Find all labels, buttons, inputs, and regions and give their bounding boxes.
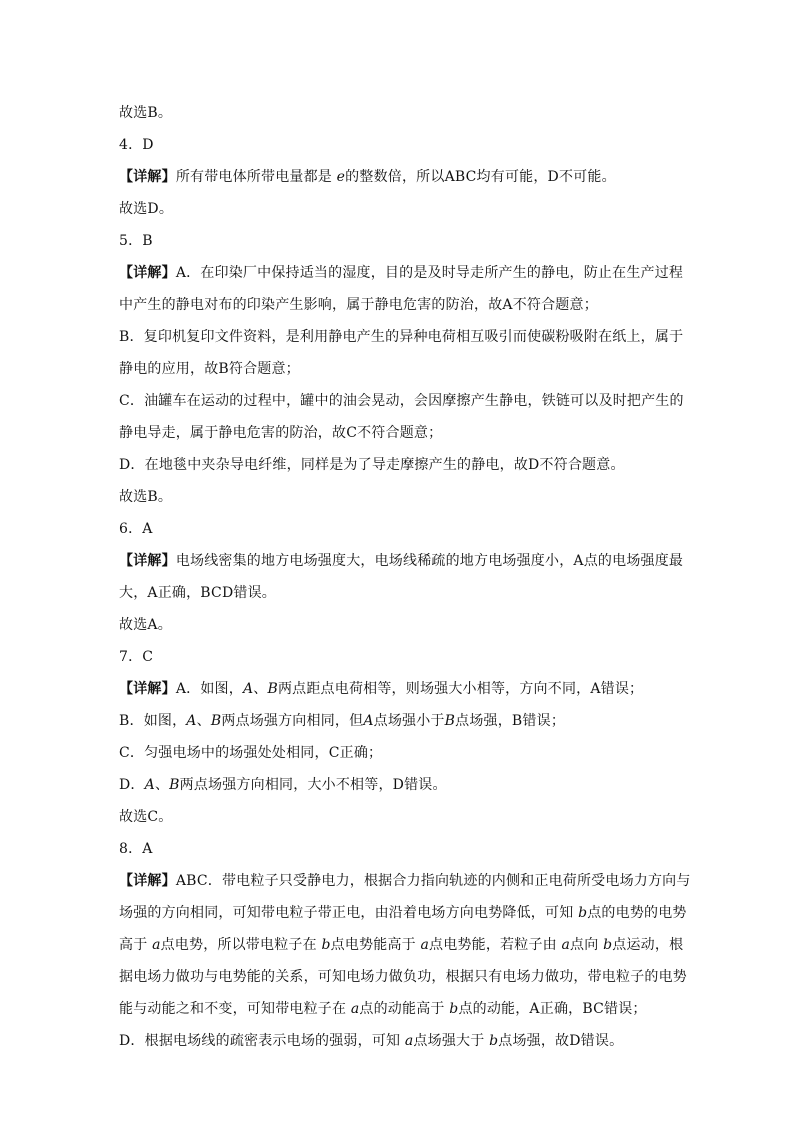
q5-line-4: 静电的应用，故B符合题意； [119, 361, 300, 377]
q5-line-5: C．油罐车在运动的过程中，罐中的油会晃动，会因摩擦产生静电，铁链可以及时把产生的 [119, 393, 684, 409]
q5-line-6: 静电导走，属于静电危害的防治，故C不符合题意； [119, 425, 443, 441]
q5-line-7: D．在地毯中夹杂导电纤维，同样是为了导走摩擦产生的静电，故D不符合题意。 [119, 457, 625, 473]
q8-line-3: 高于 a点电势，所以带电粒子在 b点电势能高于 a点电势能，若粒子由 a点向 b点运动，根 [119, 937, 684, 953]
q7-line-2: B．如图，A、B两点场强方向相同，但A点场强小于B点场强，B错误； [119, 713, 566, 729]
q5-number: 5．B [119, 233, 153, 249]
q7-line-3: C．匀强电场中的场强处处相同，C正确； [119, 745, 383, 761]
q7-conclusion: 故选C。 [119, 809, 173, 825]
q7-number: 7．C [119, 649, 154, 665]
q6-label: 【详解】 [119, 553, 176, 569]
q6-conclusion: 故选A。 [119, 617, 172, 633]
q5-label: 【详解】 [119, 265, 176, 281]
q5-line-3: B．复印机复印文件资料，是利用静电产生的异种电荷相互吸引而使碳粉吸附在纸上，属于 [119, 329, 684, 345]
q5-conclusion: 故选B。 [119, 489, 173, 505]
q8-line-4: 据电场力做功与电势能的关系，可知电场力做负功，根据只有电场力做功，带电粒子的电势 [119, 969, 687, 985]
q7-label: 【详解】 [119, 681, 176, 697]
q6-number: 6．A [119, 521, 153, 537]
q8-line-6: D．根据电场线的疏密表示电场的强弱，可知 a点场强大于 b点场强，故D错误。 [119, 1033, 624, 1049]
q8-label: 【详解】 [119, 873, 176, 889]
q4-label: 【详解】 [119, 169, 176, 185]
q5-line-2: 中产生的静电对布的印染产生影响，属于静电危害的防治，故A不符合题意； [119, 297, 598, 313]
q5-line-1: 【详解】A．在印染厂中保持适当的湿度，目的是及时导走所产生的静电，防止在生产过程 [119, 265, 684, 281]
q8-line-5: 能与动能之和不变，可知带电粒子在 a点的动能高于 b点的动能，A正确，BC错误； [119, 1001, 647, 1017]
q3-conclusion: 故选B。 [119, 105, 173, 121]
q4-number: 4．D [119, 137, 154, 153]
q7-line-4: D．A、B两点场强方向相同，大小不相等，D错误。 [119, 777, 447, 793]
q7-line-1: 【详解】A．如图，A、B两点距点电荷相等，则场强大小相等，方向不同，A错误； [119, 681, 644, 697]
q4-explain: 【详解】所有带电体所带电量都是 e的整数倍，所以ABC均有可能，D不可能。 [119, 169, 616, 185]
q8-number: 8．A [119, 841, 153, 857]
q4-conclusion: 故选D。 [119, 201, 174, 217]
q6-line-1: 【详解】电场线密集的地方电场强度大，电场线稀疏的地方电场强度小，A点的电场强度最 [119, 553, 684, 569]
q6-line-2: 大，A正确，BCD错误。 [119, 585, 276, 601]
q8-line-1: 【详解】ABC．带电粒子只受静电力，根据合力指向轨迹的内侧和正电荷所受电场力方向与 [119, 873, 691, 889]
q8-line-2: 场强的方向相同，可知带电粒子带正电，由沿着电场方向电势降低，可知 b点的电势的电势 [119, 905, 687, 921]
